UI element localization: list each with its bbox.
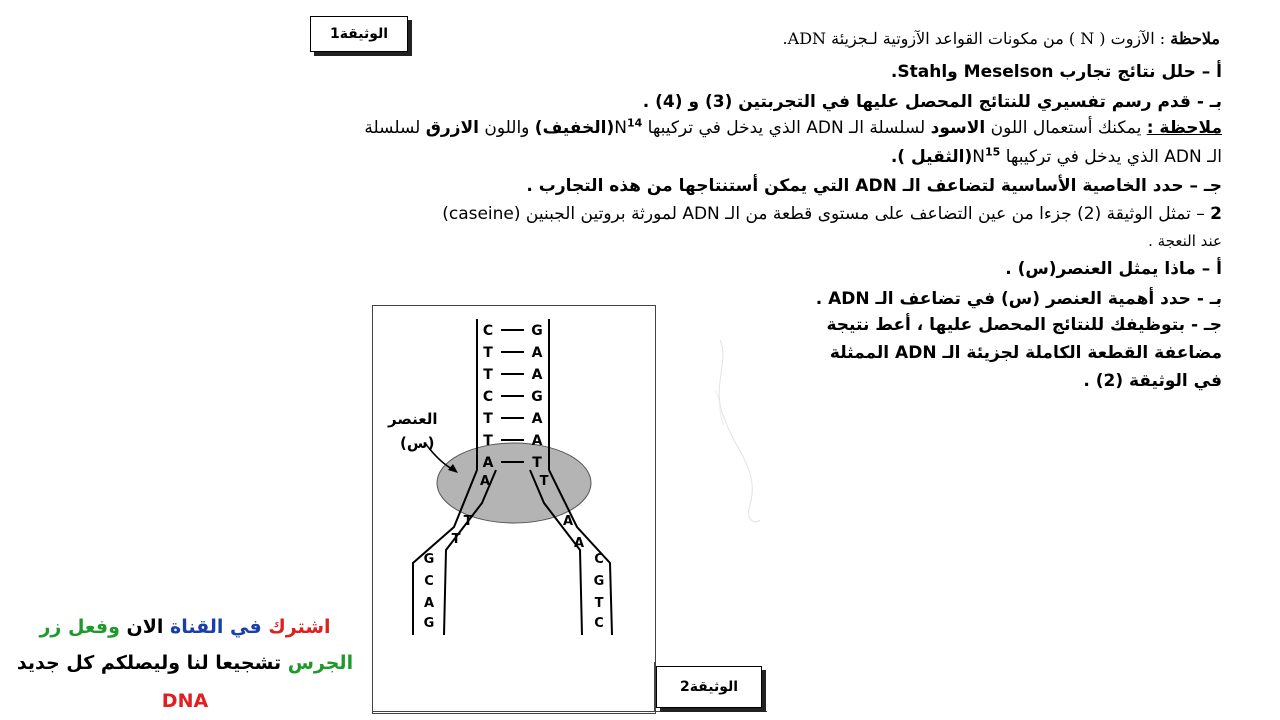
right-strand-base-4: G (593, 574, 605, 589)
base-left-1: T (483, 345, 493, 361)
promo-encourage: تشجيعا لنا وليصلكم كل جديد (16, 652, 288, 674)
base-right-2: A (531, 367, 543, 383)
note2-text1: يمكنك أستعمال اللون (985, 118, 1147, 138)
right-strand-base-2: A (573, 536, 585, 551)
replication-fork-diagram (372, 305, 654, 712)
base-left-5: T (483, 433, 493, 449)
left-strand-base-6: G (423, 616, 435, 631)
question-b: بـ - قدم رسم تفسيري للنتائج المحصل عليها في التجربتين (3) و (4) . (642, 92, 1222, 112)
base-right-1: A (531, 345, 543, 361)
part2-intro-line2: عند النعجة . (1148, 232, 1222, 250)
note-top (783, 28, 1220, 50)
note2-light: (الخفيف) (534, 118, 615, 138)
promo-activate: وفعل زر (39, 616, 120, 638)
question2-c-line3: في الوثيقة (2) . (1083, 371, 1222, 391)
right-strand-base-5: T (594, 596, 604, 611)
note2-black: الاسود (930, 118, 986, 138)
promo-channel: القناة (170, 616, 224, 638)
note2-line1 (364, 117, 1222, 139)
note-top-prefix: ملاحظة (1170, 29, 1220, 48)
note2-prefix: ملاحظة : (1146, 118, 1222, 138)
promo-line2 (10, 652, 360, 674)
left-strand-base-4: C (424, 574, 434, 589)
base-left-3: C (482, 389, 494, 405)
promo-in: في (223, 616, 269, 638)
promo-subscribe: اشترك (268, 616, 331, 638)
document2-label: الوثيقة2 (656, 666, 762, 708)
question2-b: بـ - حدد أهمية العنصر (س) في تضاعف الـ ADN . (815, 289, 1222, 309)
note2-blue: الازرق (425, 118, 479, 138)
question-a: أ – حلل نتائج تجارب Meselson وStahl. (890, 62, 1222, 82)
question2-a: أ – ماذا يمثل العنصر(س) . (1005, 259, 1222, 279)
element-s-symbol: (س) (400, 434, 435, 452)
left-strand-base-2: T (451, 532, 461, 547)
part2-text: – تمثل الوثيقة (2) جزءا من عين التضاعف على مستوى قطعة من الـ ADN لمورثة بروتين الجبنين (caseine) (442, 204, 1211, 224)
element-s-label: العنصر (388, 410, 438, 428)
question-c: جـ – حدد الخاصية الأساسية لتضاعف الـ ADN التي يمكن أستنتاجها من هذه التجارب . (526, 176, 1222, 196)
right-strand-base-1: A (562, 514, 574, 529)
note2-line2-text: الـ ADN الذي يدخل في تركيبها N (972, 147, 1222, 167)
note2-text3: واللون (478, 118, 535, 138)
note-top-text: : الآزوت ( N ) من مكونات القواعد الآزوتية لـجزيئة ADN. (782, 29, 1171, 48)
left-strand-base-0: A (479, 474, 491, 489)
note2-line2 (891, 146, 1222, 168)
right-strand-base-6: C (594, 616, 604, 631)
note2-sup2: 15 (984, 145, 1001, 159)
promo-now: الان (119, 616, 170, 638)
base-right-0: G (531, 323, 543, 339)
left-strand-base-1: T (463, 514, 473, 529)
left-strand-base-3: G (423, 552, 435, 567)
base-left-4: T (483, 411, 493, 427)
base-right-6: T (532, 455, 542, 471)
note2-sup1: 14 (626, 116, 643, 130)
part2-intro (442, 203, 1222, 225)
note2-text2: لسلسلة الـ ADN الذي يدخل في تركيبها N (614, 118, 931, 138)
right-strand-base-3: C (594, 552, 604, 567)
promo-line1 (10, 616, 360, 638)
part2-number: 2 (1210, 204, 1222, 224)
faint-scribble (700, 330, 780, 530)
promo-bell: الجرس (287, 652, 354, 674)
base-left-6: A (482, 455, 494, 471)
base-right-3: G (531, 389, 543, 405)
question2-c-line1: جـ - بتوظيفك للنتائج المحصل عليها ، أعط نتيجة (826, 315, 1222, 335)
document1-label: الوثيقة1 (310, 16, 408, 52)
question2-c-line2: مضاعفة القطعة الكاملة لجزيئة الـ ADN الممثلة (829, 343, 1222, 363)
left-strand-base-5: A (423, 596, 435, 611)
right-strand-base-0: T (539, 474, 549, 489)
base-left-0: C (482, 323, 494, 339)
base-right-4: A (531, 411, 543, 427)
frame-divider (654, 662, 655, 712)
note2-heavy: (الثقيل ). (890, 147, 973, 167)
note2-text4: لسلسلة (364, 118, 426, 138)
base-right-5: A (531, 433, 543, 449)
base-left-2: T (483, 367, 493, 383)
promo-dna: DNA (161, 690, 209, 712)
